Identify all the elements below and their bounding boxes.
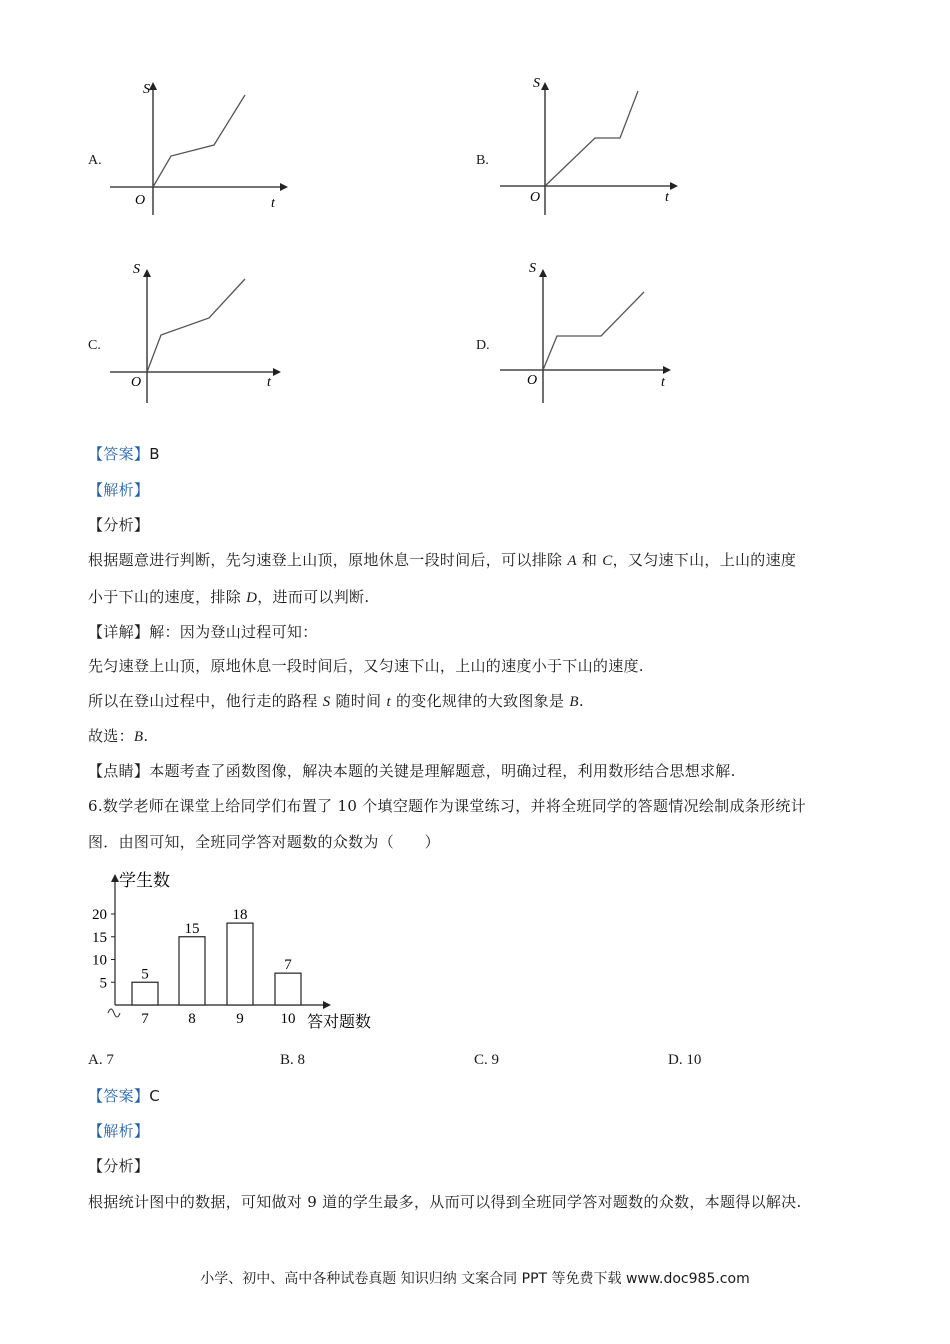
answer-value: C [149, 1087, 160, 1105]
answer-tag: 【答案】 [88, 1087, 150, 1105]
x-tick-label: 8 [188, 1011, 196, 1027]
y-tick-label: 10 [92, 952, 107, 969]
y-axis-arrow [111, 874, 119, 882]
data-label: 5 [141, 966, 149, 983]
x-tick-label: 10 [280, 1011, 296, 1027]
q6-fenxi-tag: 【分析】 [88, 1157, 150, 1175]
q5-detail-line-2: 先匀速登上山顶，原地休息一段时间后，又匀速下山，上山的速度小于下山的速度. [88, 657, 644, 675]
choice-c: C. 9 [474, 1052, 500, 1068]
x-axis-arrow [323, 1001, 331, 1009]
q5-analysis-tag: 【解析】 [88, 481, 150, 499]
answer-value: B [149, 445, 160, 463]
bar-chart [85, 868, 395, 1036]
origin-label: O [527, 373, 538, 388]
q5-fenxi-tag: 【分析】 [88, 516, 150, 534]
s-axis-label: S [143, 82, 150, 97]
t-axis-label: t [661, 375, 665, 390]
q5-detail-line-3: 所以在登山过程中，他行走的路程 S 随时间 t 的变化规律的大致图象是 B. [88, 692, 584, 710]
option-d-label: D. [476, 338, 490, 353]
origin-label: O [135, 193, 146, 208]
bar [132, 982, 158, 1005]
q6-fenxi: 根据统计图中的数据，可知做对 9 道的学生最多，从而可以得到全班同学答对题数的众数，本题得以解决. [88, 1193, 802, 1211]
y-axis-label: 学生数 [119, 871, 170, 891]
q6-stem-line-2: 图．由图可知，全班同学答对题数的众数为（ ） [88, 833, 440, 851]
choice-b: B. 8 [280, 1052, 306, 1068]
q6-analysis-tag: 【解析】 [88, 1122, 150, 1140]
option-a-label: A. [88, 153, 102, 168]
bar [179, 937, 205, 1005]
y-tick-label: 5 [99, 975, 107, 992]
choice-a: A. 7 [88, 1052, 114, 1068]
q6-answer [88, 1085, 160, 1106]
origin-label: O [530, 190, 541, 205]
x-axis-label: 答对题数 [307, 1012, 372, 1031]
bar [275, 973, 301, 1005]
q5-fenxi-line-2: 小于下山的速度，排除 D，进而可以判断. [88, 588, 370, 606]
graph-option-b [495, 70, 680, 215]
page-footer: 小学、初中、高中各种试卷真题 知识归纳 文案合同 PPT 等免费下载 www.doc985.com [200, 1271, 750, 1287]
y-tick-label: 15 [92, 929, 107, 946]
option-b-label: B. [476, 153, 489, 168]
q5-choose: 故选：B. [88, 727, 149, 745]
q5-detail-line-1: 【详解】解：因为登山过程可知： [88, 623, 318, 641]
s-axis-label: S [533, 76, 540, 91]
s-axis-label: S [133, 262, 140, 277]
q5-fenxi-line-1: 根据题意进行判断，先匀速登上山顶，原地休息一段时间后，可以排除 A 和 C，又匀速下山，上山的速度 [88, 551, 797, 569]
origin-label: O [131, 375, 142, 390]
axis-break [108, 1009, 120, 1017]
x-tick-label: 7 [141, 1011, 149, 1027]
t-axis-label: t [665, 190, 669, 205]
data-label: 15 [184, 920, 200, 937]
graph-option-a [105, 70, 290, 215]
data-label: 18 [232, 907, 248, 924]
graph-option-c [105, 255, 290, 405]
t-axis-label: t [271, 196, 275, 211]
q6-stem-line-1: 6.数学老师在课堂上给同学们布置了 10 个填空题作为课堂练习，并将全班同学的答题情况绘制成条形统计 [88, 797, 806, 815]
t-axis-label: t [267, 375, 271, 390]
bar [227, 923, 253, 1005]
option-c-label: C. [88, 338, 101, 353]
y-tick-label: 20 [92, 907, 107, 923]
answer-tag: 【答案】 [88, 445, 150, 463]
choice-d: D. 10 [668, 1052, 702, 1068]
x-tick-label: 9 [236, 1011, 244, 1027]
s-axis-label: S [529, 261, 536, 276]
data-label: 7 [284, 957, 292, 974]
q5-dianjing: 【点睛】本题考查了函数图像，解决本题的关键是理解题意，明确过程，利用数形结合思想求解. [88, 762, 736, 780]
graph-option-d [495, 255, 680, 405]
q5-answer [88, 443, 160, 464]
